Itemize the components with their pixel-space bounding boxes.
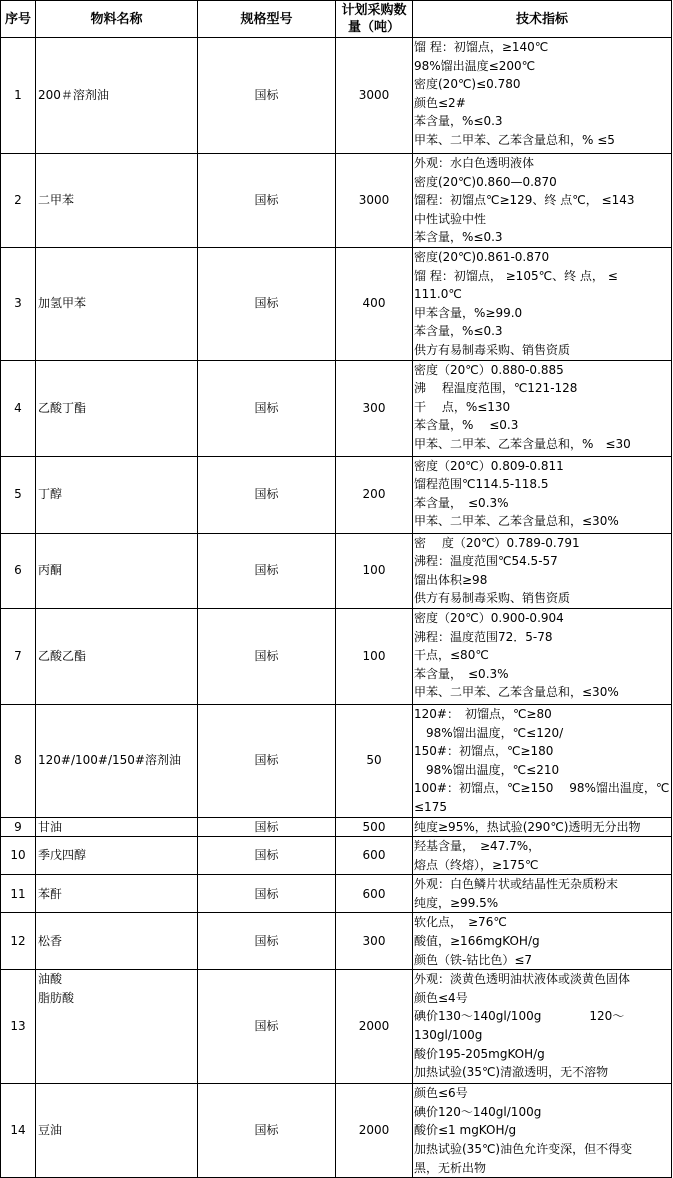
row-number: 3 <box>1 248 36 361</box>
tech-spec-line: 130gl/100g <box>414 1028 483 1043</box>
spec-model: 国标 <box>198 913 336 970</box>
material-name <box>36 1084 198 1178</box>
table-row <box>1 1084 672 1178</box>
table-row <box>1 38 672 154</box>
tech-spec-line: 加热试验(35℃)油色允许变深，但不得变 <box>414 1142 633 1157</box>
material-name-line: 脂肪酸 <box>38 990 75 1005</box>
planned-quantity: 500 <box>336 817 413 837</box>
tech-spec-line: 酸价≤1 mgKOH/g <box>414 1123 517 1138</box>
header-qty <box>336 1 413 38</box>
row-number: 6 <box>1 533 36 608</box>
row-number: 11 <box>1 875 36 913</box>
technical-specs <box>413 456 672 533</box>
row-number: 7 <box>1 608 36 704</box>
tech-spec-line: 苯含量， ≤0.3% <box>414 495 509 510</box>
planned-quantity: 2000 <box>336 1084 413 1178</box>
row-number: 14 <box>1 1084 36 1178</box>
row-number: 2 <box>1 154 36 248</box>
tech-spec-line: 98%馏出温度≤200℃ <box>414 58 536 73</box>
tech-spec-line: 150#：初馏点，℃≥180 <box>414 744 554 759</box>
planned-quantity: 2000 <box>336 970 413 1084</box>
table-row <box>1 154 672 248</box>
material-name-line: 丙酮 <box>38 563 63 578</box>
spec-model: 国标 <box>198 875 336 913</box>
technical-specs <box>413 533 672 608</box>
spec-model: 国标 <box>198 360 336 456</box>
spec-model: 国标 <box>198 38 336 154</box>
spec-model: 国标 <box>198 817 336 837</box>
tech-spec-line: 干点，≤80℃ <box>414 648 489 663</box>
material-name <box>36 837 198 875</box>
material-name-line: 200＃溶剂油 <box>38 88 109 103</box>
technical-specs <box>413 154 672 248</box>
row-number: 9 <box>1 817 36 837</box>
spec-model: 国标 <box>198 1084 336 1178</box>
material-name-line: 油酸 <box>38 972 63 987</box>
technical-specs <box>413 38 672 154</box>
table-row <box>1 875 672 913</box>
planned-quantity: 600 <box>336 837 413 875</box>
planned-quantity: 50 <box>336 704 413 817</box>
tech-spec-line: 纯度≥95%，热试验(290℃)透明无分出物 <box>414 819 641 834</box>
table-body <box>1 38 672 1178</box>
tech-spec-line: 111.0℃ <box>414 287 462 302</box>
material-name <box>36 360 198 456</box>
tech-spec-line: 馏出体积≥98 <box>414 572 488 587</box>
technical-specs <box>413 360 672 456</box>
table-row <box>1 837 672 875</box>
tech-spec-line: 馏 程：初馏点， ≥105℃、终 点， ≤ <box>414 268 618 283</box>
material-name-line: 乙酸乙酯 <box>38 649 87 664</box>
tech-spec-line: 加热试验(35℃)清澈透明，无不溶物 <box>414 1065 609 1080</box>
table-row <box>1 456 672 533</box>
row-number: 1 <box>1 38 36 154</box>
table-row <box>1 248 672 361</box>
material-name-line: 松香 <box>38 934 63 949</box>
table-row <box>1 608 672 704</box>
tech-spec-line: 馏程：初馏点℃≥129、终 点℃， ≤143 <box>414 193 635 208</box>
row-number: 5 <box>1 456 36 533</box>
tech-spec-line: 馏 程：初馏点，≥140℃ <box>414 40 549 54</box>
technical-specs <box>413 913 672 970</box>
planned-quantity: 100 <box>336 608 413 704</box>
technical-specs <box>413 875 672 913</box>
tech-spec-line: 黑，无析出物 <box>414 1160 487 1175</box>
planned-quantity: 3000 <box>336 154 413 248</box>
tech-spec-line: 沸 程温度范围，℃121-128 <box>414 381 578 396</box>
spec-model: 国标 <box>198 248 336 361</box>
header-qty-label: 计划采购数量（吨） <box>341 3 407 35</box>
material-name <box>36 38 198 154</box>
tech-spec-line: 颜色≤6号 <box>414 1086 468 1101</box>
header-tech: 技术指标 <box>413 1 672 38</box>
material-name-line: 丁醇 <box>38 487 63 502</box>
header-spec: 规格型号 <box>198 1 336 38</box>
table-row <box>1 704 672 817</box>
tech-spec-line: 98%馏出温度，℃≤210 <box>414 762 560 777</box>
tech-spec-line: 苯含量，%≤0.3 <box>414 114 503 129</box>
header-no: 序号 <box>1 1 36 38</box>
planned-quantity: 200 <box>336 456 413 533</box>
spec-model: 国标 <box>198 154 336 248</box>
tech-spec-line: 100#：初馏点，℃≥150 98%馏出温度，℃ <box>414 781 670 796</box>
material-name <box>36 817 198 837</box>
row-number: 8 <box>1 704 36 817</box>
tech-spec-line: 软化点， ≥76℃ <box>414 915 507 930</box>
tech-spec-line: 密度(20℃)0.860—0.870 <box>414 174 557 189</box>
tech-spec-line: 纯度，≥99.5% <box>414 895 499 910</box>
technical-specs <box>413 837 672 875</box>
material-name <box>36 704 198 817</box>
planned-quantity: 100 <box>336 533 413 608</box>
material-name <box>36 913 198 970</box>
tech-spec-line: 甲苯、二甲苯、乙苯含量总和，≤30% <box>414 514 619 529</box>
table-row <box>1 913 672 970</box>
row-number: 13 <box>1 970 36 1084</box>
material-name-line: 加氢甲苯 <box>38 296 87 311</box>
tech-spec-line: 颜色≤2# <box>414 95 466 110</box>
tech-spec-line: 密度(20℃)≤0.780 <box>414 77 521 92</box>
tech-spec-line: 120#： 初馏点，℃≥80 <box>414 706 552 721</box>
material-name-line: 甘油 <box>38 819 63 834</box>
tech-spec-line: 干 点，%≤130 <box>414 399 511 414</box>
tech-spec-line: 苯含量， ≤0.3% <box>414 666 509 681</box>
tech-spec-line: 颜色（铁-钴比色）≤7 <box>414 952 533 967</box>
tech-spec-line: 外观：淡黄色透明油状液体或淡黄色固体 <box>414 972 631 987</box>
spec-model: 国标 <box>198 456 336 533</box>
tech-spec-line: ≤175 <box>414 799 447 814</box>
tech-spec-line: 熔点（终熔），≥175℃ <box>414 857 539 872</box>
table-row <box>1 970 672 1084</box>
tech-spec-line: 苯含量，%≤0.3 <box>414 230 503 245</box>
technical-specs <box>413 817 672 837</box>
material-name <box>36 608 198 704</box>
tech-spec-line: 密度（20℃）0.809-0.811 <box>414 458 564 473</box>
table-row <box>1 533 672 608</box>
tech-spec-line: 甲苯含量，%≥99.0 <box>414 305 523 320</box>
material-name <box>36 456 198 533</box>
tech-spec-line: 甲苯、二甲苯、乙苯含量总和，≤30% <box>414 685 619 700</box>
material-name-line: 季戊四醇 <box>38 848 87 863</box>
tech-spec-line: 供方有易制毒采购、销售资质 <box>414 591 571 606</box>
technical-specs <box>413 970 672 1084</box>
tech-spec-line: 酸价195-205mgKOH/g <box>414 1046 545 1061</box>
planned-quantity: 600 <box>336 875 413 913</box>
table-header <box>1 1 672 38</box>
tech-spec-line: 沸程：温度范围72．5-78 <box>414 629 553 644</box>
table-row <box>1 360 672 456</box>
tech-spec-line: 碘价130～140gl/100g 120～ <box>414 1009 625 1024</box>
material-name-line: 二甲苯 <box>38 193 75 208</box>
table-row <box>1 817 672 837</box>
spec-model: 国标 <box>198 970 336 1084</box>
material-name <box>36 154 198 248</box>
tech-spec-line: 沸程：温度范围℃54.5-57 <box>414 554 558 569</box>
spec-model: 国标 <box>198 704 336 817</box>
planned-quantity: 300 <box>336 360 413 456</box>
material-name <box>36 248 198 361</box>
row-number: 4 <box>1 360 36 456</box>
material-name-line: 苯酐 <box>38 886 63 901</box>
tech-spec-line: 中性试验中性 <box>414 211 487 226</box>
technical-specs <box>413 608 672 704</box>
technical-specs <box>413 1084 672 1178</box>
tech-spec-line: 98%馏出温度，℃≤120/ <box>414 725 564 740</box>
material-name-line: 乙酸丁酯 <box>38 400 87 415</box>
tech-spec-line: 密度（20℃）0.900-0.904 <box>414 610 564 625</box>
material-name <box>36 533 198 608</box>
tech-spec-line: 馏程范围℃114.5-118.5 <box>414 477 549 492</box>
tech-spec-line: 密 度（20℃）0.789-0.791 <box>414 535 580 550</box>
tech-spec-line: 密度(20℃)0.861-0.870 <box>414 250 550 264</box>
tech-spec-line: 外观：白色鳞片状或结晶性无杂质粉末 <box>414 877 619 892</box>
header-name: 物料名称 <box>36 1 198 38</box>
tech-spec-line: 密度（20℃）0.880-0.885 <box>414 362 564 377</box>
tech-spec-line: 羟基含量， ≥47.7%， <box>414 839 541 854</box>
tech-spec-line: 颜色≤4号 <box>414 990 468 1005</box>
material-name <box>36 970 198 1084</box>
tech-spec-line: 甲苯、二甲苯、乙苯含量总和，% ≤5 <box>414 132 615 147</box>
tech-spec-line: 外观：水白色透明液体 <box>414 156 535 170</box>
planned-quantity: 3000 <box>336 38 413 154</box>
spec-model: 国标 <box>198 837 336 875</box>
tech-spec-line: 苯含量，% ≤0.3 <box>414 418 519 433</box>
material-name-line: 豆油 <box>38 1123 63 1138</box>
tech-spec-line: 苯含量，%≤0.3 <box>414 324 503 339</box>
tech-spec-line: 碘价120～140gl/100g <box>414 1104 542 1119</box>
technical-specs <box>413 704 672 817</box>
spec-model: 国标 <box>198 608 336 704</box>
technical-specs <box>413 248 672 361</box>
material-name <box>36 875 198 913</box>
row-number: 12 <box>1 913 36 970</box>
tech-spec-line: 供方有易制毒采购、销售资质 <box>414 342 571 357</box>
material-name-line: 120#/100#/150#溶剂油 <box>38 753 181 768</box>
tech-spec-line: 酸值，≥166mgKOH/g <box>414 934 540 949</box>
planned-quantity: 400 <box>336 248 413 361</box>
row-number: 10 <box>1 837 36 875</box>
spec-model: 国标 <box>198 533 336 608</box>
tech-spec-line: 甲苯、二甲苯、乙苯含量总和，% ≤30 <box>414 436 631 451</box>
planned-quantity: 300 <box>336 913 413 970</box>
